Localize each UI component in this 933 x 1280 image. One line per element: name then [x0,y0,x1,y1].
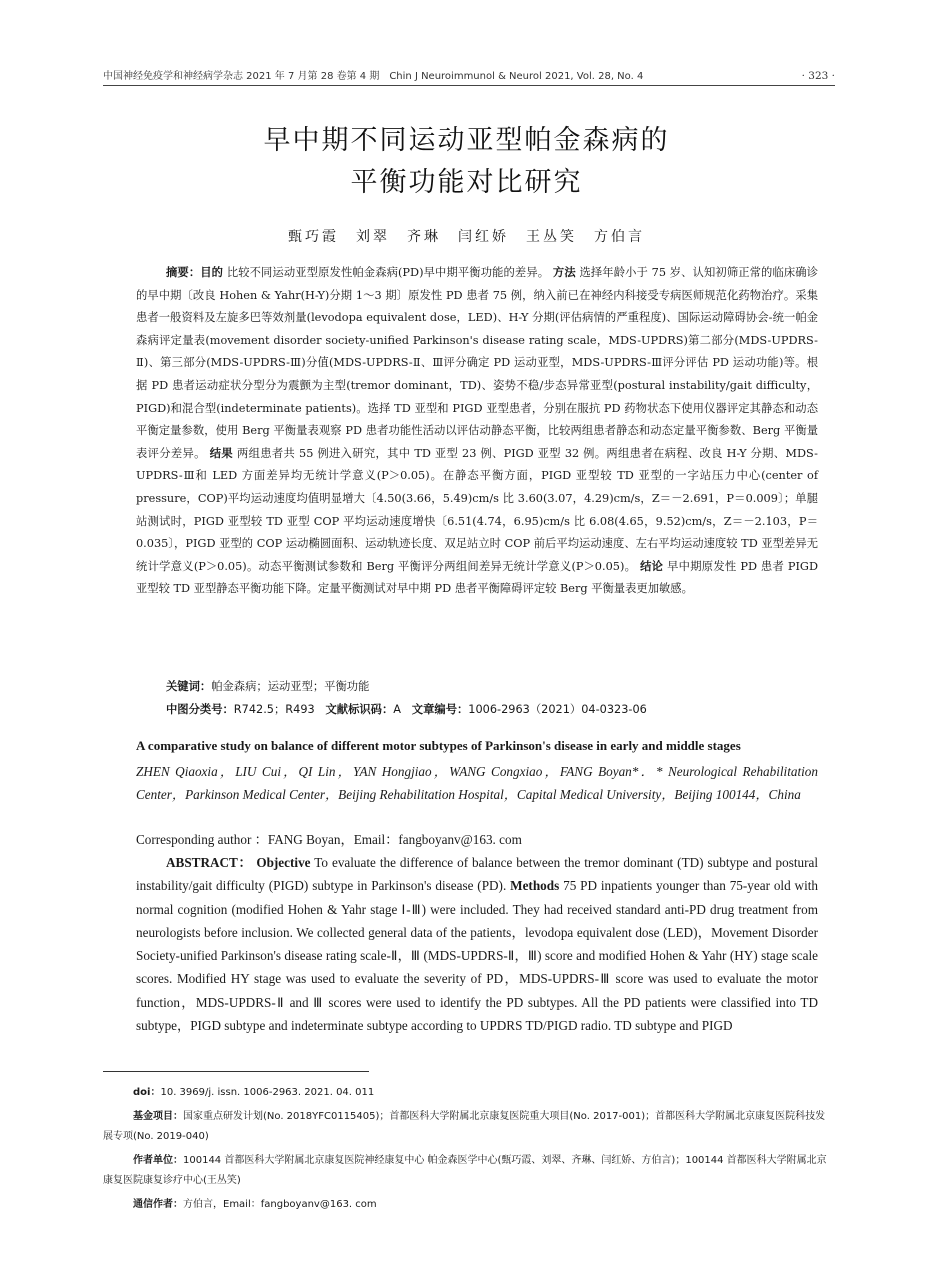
title-line-1: 早中期不同运动亚型帕金森病的 [263,125,670,156]
affiliation-value: 100144 首都医科大学附属北京康复医院神经康复中心 帕金森医学中心(甄巧霞、刘翠、齐琳、闫红娇、方伯言)；100144 首都医科大学附属北京康复医院康复诊疗中心(王丛笑) [103,1155,827,1186]
correspondence-note [103,1195,835,1215]
affiliation-label: 作者单位： [133,1155,183,1166]
english-title: A comparative study on balance of different motor subtypes of Parkinson's disease in early and middle stages [136,738,741,753]
doi-label: doi： [133,1087,161,1098]
conclusion-label: 结论 [640,559,664,573]
article-number-label: 文章编号： [411,703,469,716]
en-abstract-label: ABSTRACT： [166,855,253,870]
fund-label: 基金项目： [133,1111,183,1122]
correspondence-label: 通信作者： [133,1199,183,1210]
en-objective-text: To evaluate the difference of balance between the tremor dominant (TD) subtype and postural instability/gait difficulty (PIGD) subtype in Parkinson's disease (PD). [136,855,818,894]
conclusion-text: 早中期原发性 PD 患者 PIGD 亚型较 TD 亚型静态平衡功能下降。定量平衡测试对早中期 PD 患者平衡障碍评定较 Berg 平衡量表更加敏感。 [136,559,819,596]
english-abstract [136,851,818,1037]
author-list: 甄巧霞 刘翠 齐琳 闫红娇 王丛笑 方伯言 [288,229,645,245]
corresponding-author: Corresponding author ：FANG Boyan，Email：fangboyanv@163. com [136,832,522,847]
article-title [0,120,933,204]
en-methods-label: Methods [510,878,560,894]
journal-citation: 中国神经免疫学和神经病学杂志 2021 年 7 月第 28 卷第 4 期 Chin J Neuroimmunol & Neurol 2021, Vol. 28, No. 4 [103,71,644,82]
clc-label: 中图分类号： [166,703,234,716]
methods-text: 选择年龄小于 75 岁、认知初筛正常的临床确诊的早中期〔改良 Hohen & Yahr(H-Y)分期 1～3 期〕原发性 PD 患者 75 例，纳入前已在神经内科接受专病医师规范化药物治疗。采集患者一般资料及左旋多巴等效剂量(levodopa equivalent dose，LED)、H-Y 分期(评估病情的严重程度)、国际运动障碍协会-统一帕金森病评定量表(movement disorder society-unified Parkinson's disease rating scale，MDS-UPDRS)第二部分(MDS-UPDRS-Ⅱ)、第三部分(MDS-UPDRS-Ⅲ)分值(MDS-UPDRS-Ⅱ、Ⅲ评分确定 PD 运动亚型，MDS-UPDRS-Ⅲ评分评估 PD 运动功能)等。根据 PD 患者运动症状分型分为震颤为主型(tremor dominant，TD)、姿势不稳/步态异常亚型(postural instability/gait difficulty，PIGD)和混合型(indeterminate patients)。选择 TD 亚型和 PIGD 亚型患者，分别在服抗 PD 药物状态下使用仪器评定其静态和动态平衡定量参数，使用 Berg 平衡量表观察 PD 患者功能性活动以评估动静态平衡，比较两组患者静态和动态定量平衡参数、Berg 平衡量表评分差异。 [136,266,819,460]
en-methods-text: 75 PD inpatients younger than 75-year old with normal cognition (modified Hohen & Yahr stage Ⅰ-Ⅲ) were included. They had received standard anti-PD drug treatment from neurologists before inclusion. We collected general data of the patients，levodopa equivalent dose (LED)，Movement Disorder Society-unified Parkinson's disease rating scale-Ⅱ，Ⅲ (MDS-UPDRS-Ⅱ，Ⅲ) score and modified Hohen & Yahr (HY) stage scale scores. Modified HY stage was used to evaluate the severity of PD，MDS-UPDRS-Ⅲ score was used to evaluate the motor function，MDS-UPDRS-Ⅱ and Ⅲ scores were used to identify the PD subtypes. All the PD patients were classified into TD subtype，PIGD subtype and indeterminate subtype according to UPDRS TD/PIGD radio. TD subtype and PIGD [136,878,819,1034]
en-objective-label: Objective [256,855,311,870]
methods-label: 方法 [552,266,576,279]
page-number: · 323 · [801,70,835,82]
results-text: 两组患者共 55 例进入研究，其中 TD 亚型 23 例、PIGD 亚型 32 例。两组患者在病程、改良 H-Y 分期、MDS-UPDRS-Ⅲ和 LED 方面差异均无统计学意义(P＞0.05)。在静态平衡方面，PIGD 亚型较 TD 亚型的一字站压力中心(center of pressure，COP)平均运动速度均值明显增大〔4.50(3.66，5.49)cm/s 比 3.60(3.07，4.29)cm/s，Z＝－2.691，P＝0.009〕；单腿站测试时，PIGD 亚型较 TD 亚型 COP 平均运动速度增快〔6.51(4.74，6.95)cm/s 比 6.08(4.65，9.52)cm/s，Z＝－2.103，P＝0.035〕，PIGD 亚型的 COP 运动椭圆面积、运动轨迹长度、双足站立时 COP 前后平均运动速度、左右平均运动速度较 TD 亚型差异无统计学意义(P＞0.05)。动态平衡测试参数和 Berg 平衡评分两组间差异无统计学意义(P＞0.05)。 [136,446,818,573]
doi-value: 10. 3969/j. issn. 1006-2963. 2021. 04. 011 [160,1087,375,1098]
doi-note [103,1083,835,1103]
footnotes [103,1083,835,1219]
fund-value: 国家重点研发计划(No. 2018YFC0115405)；首都医科大学附属北京康复医院重大项目(No. 2017-001)；首都医科大学附属北京康复医院科技发展专项(No. 2019-040) [103,1111,826,1142]
english-authors: ZHEN Qiaoxia，LIU Cui，QI Lin，YAN Hongjiao，WANG Congxiao，FANG Boyan*．* Neurological Rehabilitation Center，Parkinson Medical Center，Beijing Rehabilitation Hospital，Capital Medical University，Beijing 100144，China [136,764,818,802]
title-line-2: 平衡功能对比研究 [350,167,583,198]
objective-label: 目的 [200,266,224,279]
objective-text: 比较不同运动亚型原发性帕金森病(PD)早中期平衡功能的差异。 [226,266,550,279]
fund-note [103,1107,835,1147]
doc-code-value: A [393,703,402,716]
keywords-label: 关键词： [166,680,212,693]
article-number-value: 1006-2963（2021）04-0323-06 [468,703,647,716]
correspondence-value: 方伯言，Email：fangboyanv@163. com [183,1199,377,1210]
keywords-line [166,676,369,698]
keywords-value: 帕金森病；运动亚型；平衡功能 [211,680,370,693]
affiliation-note [103,1151,835,1191]
results-label: 结果 [209,446,233,460]
footnote-divider [103,1071,369,1072]
abstract-label: 摘要： [166,266,201,279]
chinese-abstract [136,262,818,601]
doc-code-label: 文献标识码： [325,703,394,716]
running-header [103,64,835,86]
classification-line [166,699,647,721]
clc-value: R742.5；R493 [233,703,315,716]
